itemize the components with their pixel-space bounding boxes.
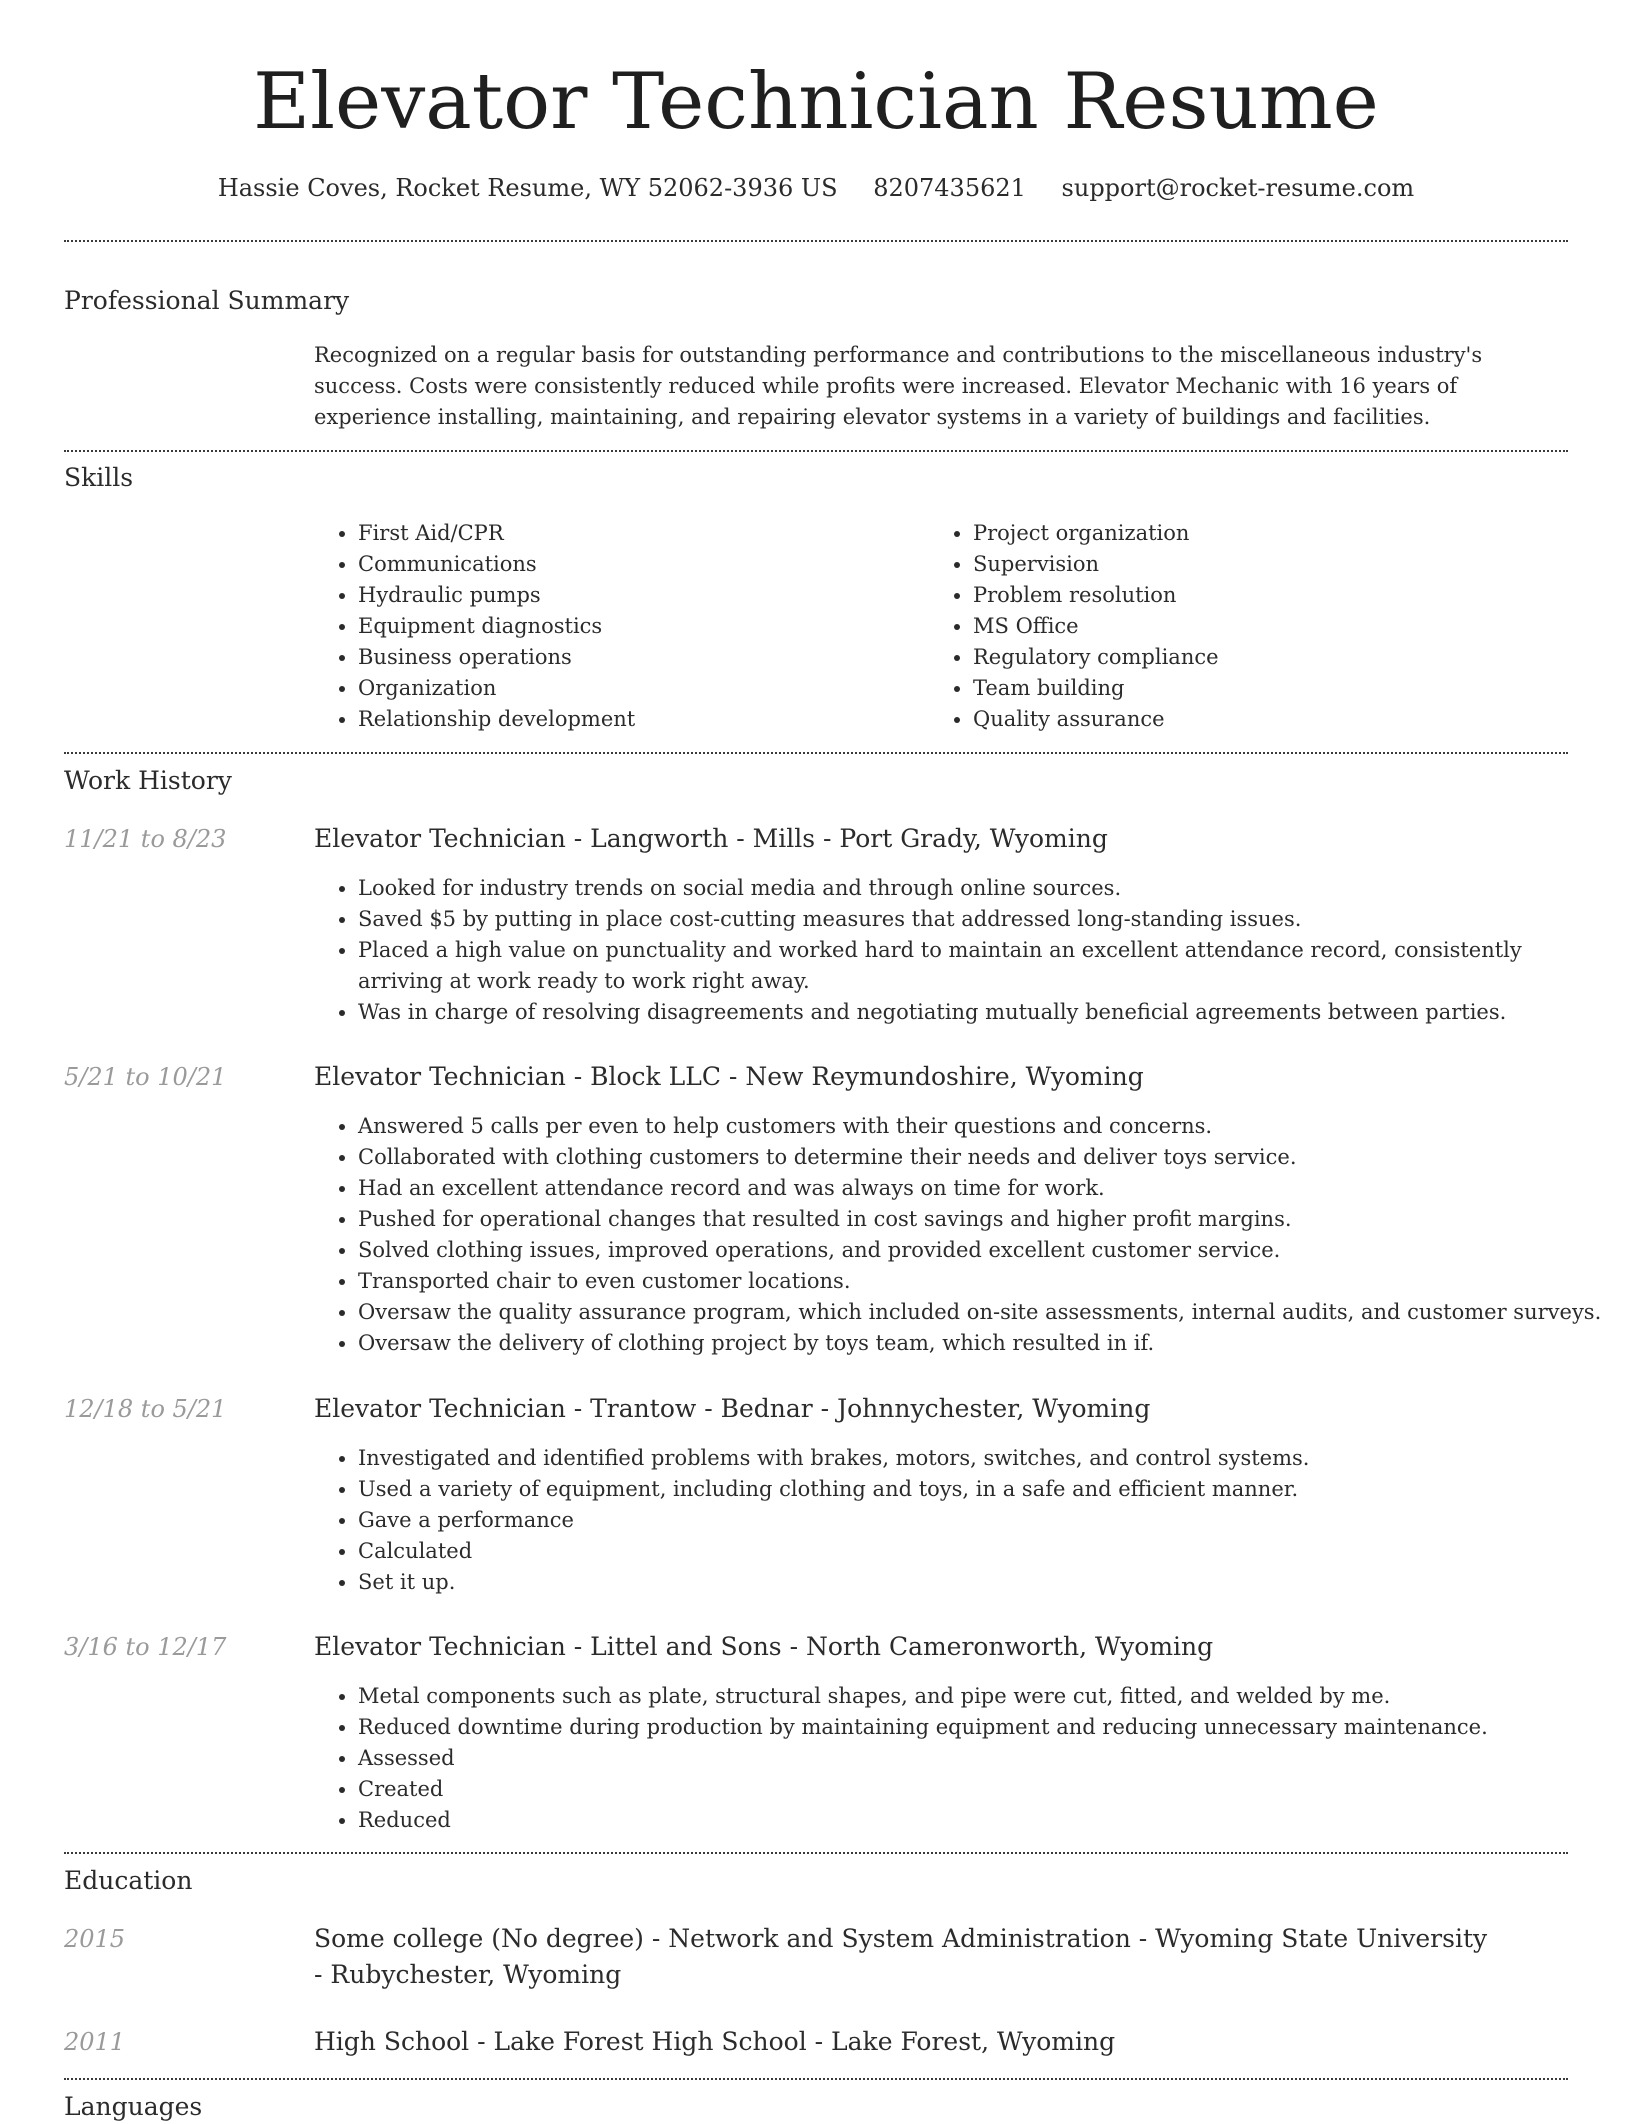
skill-item: • Supervision — [973, 549, 1573, 580]
divider — [64, 2078, 1568, 2080]
divider — [64, 752, 1568, 754]
contact-email[interactable]: support@rocket-resume.com — [1061, 174, 1415, 202]
job-dates: 11/21 to 8/23 — [64, 825, 227, 853]
education-school: - Lake Forest High School - Lake Forest, Wyoming — [469, 2027, 1116, 2056]
job-bullet: • Had an excellent attendance record and was always on time for work. — [358, 1173, 1612, 1204]
job-bullets — [314, 1681, 1612, 1836]
job-title: Elevator Technician - Block LLC - New Reymundoshire, Wyoming — [314, 1062, 1144, 1091]
contact-phone: 8207435621 — [873, 174, 1026, 202]
skills-list-left — [314, 518, 958, 735]
job-bullet: • Saved $5 by putting in place cost-cutting measures that addressed long-standing issues. — [358, 904, 1612, 935]
job-bullet: • Reduced — [358, 1805, 1612, 1836]
job-bullet: • Used a variety of equipment, including clothing and toys, in a safe and efficient manner. — [358, 1474, 1612, 1505]
job-bullet: • Answered 5 calls per even to help customers with their questions and concerns. — [358, 1111, 1612, 1142]
job-bullets — [314, 873, 1612, 1028]
job-bullet: • Gave a performance — [358, 1505, 1612, 1536]
education-entry — [314, 1921, 1494, 1993]
job-bullets — [314, 1443, 1612, 1598]
skill-item: • Communications — [358, 549, 958, 580]
job-bullet: • Oversaw the quality assurance program, which included on-site assessments, internal audits, and customer surveys. — [358, 1297, 1612, 1328]
job-dates: 12/18 to 5/21 — [64, 1395, 227, 1423]
job-dates: 5/21 to 10/21 — [64, 1063, 227, 1091]
education-degree: Some college (No degree) - Network and System Administration — [314, 1924, 1131, 1953]
education-degree: High School — [314, 2027, 470, 2056]
education-heading: Education — [64, 1866, 193, 1895]
divider — [64, 450, 1568, 452]
job-bullets — [314, 1111, 1612, 1359]
education-year: 2011 — [64, 2028, 126, 2056]
skill-item: • Problem resolution — [973, 580, 1573, 611]
summary-heading: Professional Summary — [64, 286, 350, 315]
contact-address: Hassie Coves, Rocket Resume, WY 52062-3936 US — [217, 174, 838, 202]
skill-item: • Relationship development — [358, 704, 958, 735]
job-bullet: • Was in charge of resolving disagreements and negotiating mutually beneficial agreements between parties. — [358, 997, 1612, 1028]
education-entry — [314, 2024, 1494, 2060]
job-bullet: • Investigated and identified problems with brakes, motors, switches, and control systems. — [358, 1443, 1612, 1474]
summary-text: Recognized on a regular basis for outstanding performance and contributions to the miscellaneous industry's success. Costs were consistently reduced while profits were increased. Elevator Mechanic with 16 years of experience installing, maintaining, and repairing elevator systems in a variety of buildings and facilities. — [314, 343, 1483, 429]
job-bullet: • Calculated — [358, 1536, 1612, 1567]
skill-item: • Organization — [358, 673, 958, 704]
skill-item: • Quality assurance — [973, 704, 1573, 735]
skills-heading: Skills — [64, 463, 134, 492]
resume-title: Elevator Technician Resume — [253, 57, 1379, 147]
skills-list-right — [929, 518, 1573, 735]
job-bullet: • Assessed — [358, 1743, 1612, 1774]
job-bullet: • Metal components such as plate, structural shapes, and pipe were cut, fitted, and welded by me. — [358, 1681, 1612, 1712]
job-bullet: • Collaborated with clothing customers to determine their needs and deliver toys service. — [358, 1142, 1612, 1173]
divider — [64, 1852, 1568, 1854]
skill-item: • Regulatory compliance — [973, 642, 1573, 673]
skill-item: • Equipment diagnostics — [358, 611, 958, 642]
skill-item: • Project organization — [973, 518, 1573, 549]
job-title: Elevator Technician - Langworth - Mills - Port Grady, Wyoming — [314, 824, 1108, 853]
job-title: Elevator Technician - Trantow - Bednar - Johnnychester, Wyoming — [314, 1394, 1151, 1423]
education-year: 2015 — [64, 1925, 126, 1953]
skill-item: • Business operations — [358, 642, 958, 673]
skill-item: • MS Office — [973, 611, 1573, 642]
contact-line — [0, 168, 1632, 208]
job-dates: 3/16 to 12/17 — [64, 1633, 227, 1661]
job-title: Elevator Technician - Littel and Sons - North Cameronworth, Wyoming — [314, 1632, 1214, 1661]
job-bullet: • Set it up. — [358, 1567, 1612, 1598]
skill-item: • Hydraulic pumps — [358, 580, 958, 611]
languages-heading: Languages — [64, 2092, 203, 2121]
job-bullet: • Created — [358, 1774, 1612, 1805]
education-school: - Wyoming State University - Rubychester, Wyoming — [314, 1924, 1488, 1989]
job-bullet: • Oversaw the delivery of clothing project by toys team, which resulted in if. — [358, 1328, 1612, 1359]
job-bullet: • Pushed for operational changes that resulted in cost savings and higher profit margins. — [358, 1204, 1612, 1235]
job-bullet: • Placed a high value on punctuality and worked hard to maintain an excellent attendance record, consistently arriving at work ready to work right away. — [358, 935, 1612, 997]
skill-item: • First Aid/CPR — [358, 518, 958, 549]
job-bullet: • Solved clothing issues, improved operations, and provided excellent customer service. — [358, 1235, 1612, 1266]
job-bullet: • Transported chair to even customer locations. — [358, 1266, 1612, 1297]
job-bullet: • Reduced downtime during production by maintaining equipment and reducing unnecessary maintenance. — [358, 1712, 1612, 1743]
job-bullet: • Looked for industry trends on social media and through online sources. — [358, 873, 1612, 904]
work-heading: Work History — [64, 766, 232, 795]
skill-item: • Team building — [973, 673, 1573, 704]
divider — [64, 240, 1568, 242]
